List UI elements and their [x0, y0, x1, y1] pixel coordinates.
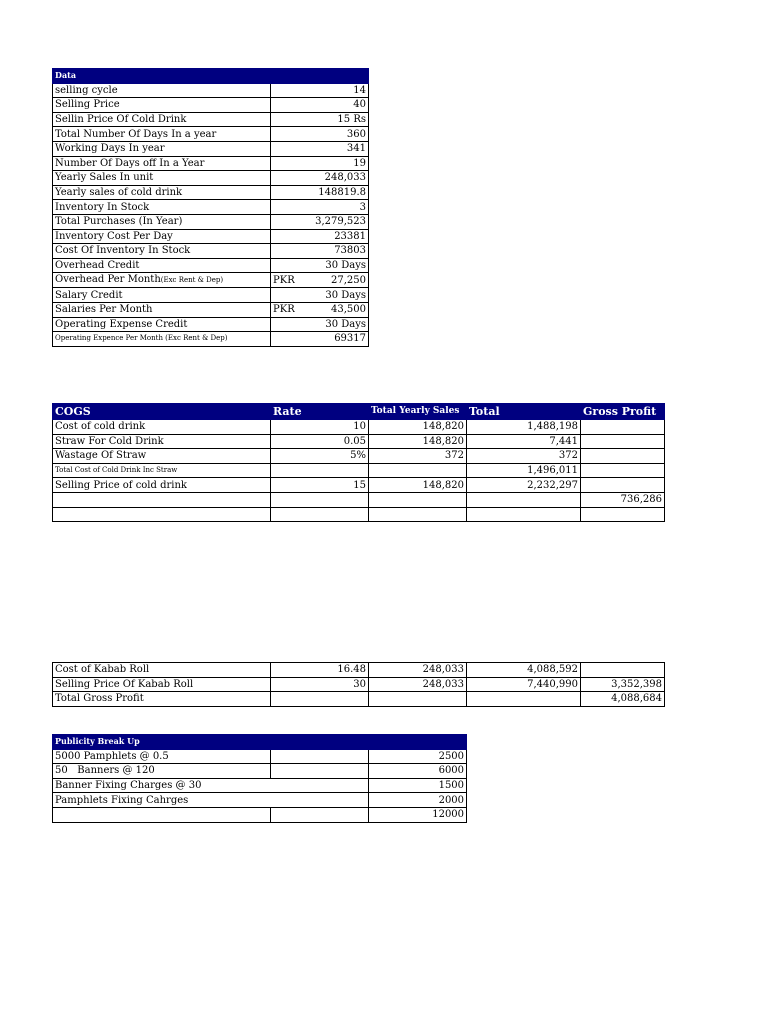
- header-total-yearly-sales: Total Yearly Sales: [369, 404, 467, 420]
- cell-yearly: 148,820: [369, 420, 467, 435]
- cell-rate: 16.48: [271, 663, 369, 678]
- cell-gross: 3,352,398: [581, 677, 665, 692]
- cell-rate: 30: [271, 677, 369, 692]
- cell-total: [467, 692, 581, 707]
- cell-total: 372: [467, 449, 581, 464]
- row-value: 73803: [271, 244, 369, 259]
- table-row: [53, 478, 665, 493]
- cell-rate: 10: [271, 420, 369, 435]
- row-label: Operating Expence Per Month (Exc Rent & Dep): [53, 332, 271, 347]
- table-row: [53, 807, 467, 822]
- publicity-table: [52, 734, 467, 823]
- cell-label: Selling Price Of Kabab Roll: [53, 677, 271, 692]
- cell-yearly: 248,033: [369, 663, 467, 678]
- cell-empty: [271, 749, 369, 764]
- cell-value: 6000: [369, 764, 467, 779]
- cell-value: 2500: [369, 749, 467, 764]
- row-label: Total Number Of Days In a year: [53, 127, 271, 142]
- row-label: Inventory Cost Per Day: [53, 229, 271, 244]
- row-value: 30 Days: [271, 258, 369, 273]
- table-row: [53, 332, 369, 347]
- table-row: [53, 98, 369, 113]
- cell-yearly: [369, 507, 467, 522]
- row-value: 15 Rs: [271, 112, 369, 127]
- row-value: 69317: [271, 332, 369, 347]
- cell-label: [53, 492, 271, 507]
- table-row: [53, 185, 369, 200]
- cogs-table: [52, 403, 665, 522]
- cell-label: Selling Price of cold drink: [53, 478, 271, 493]
- row-value: 23381: [271, 229, 369, 244]
- row-value: 341: [271, 141, 369, 156]
- currency-prefix: PKR: [273, 274, 295, 286]
- cell-total: 1,488,198: [467, 420, 581, 435]
- cell-yearly: 248,033: [369, 677, 467, 692]
- table-row: [53, 244, 369, 259]
- cell-label: Cost of Kabab Roll: [53, 663, 271, 678]
- table-row: [53, 83, 369, 98]
- row-label: Yearly Sales In unit: [53, 171, 271, 186]
- table-row: [53, 677, 665, 692]
- row-label: Total Purchases (In Year): [53, 214, 271, 229]
- cell-total: [467, 507, 581, 522]
- currency-prefix: PKR: [273, 304, 295, 316]
- row-label: Inventory In Stock: [53, 200, 271, 215]
- cell-value: 12000: [369, 807, 467, 822]
- header-rate: Rate: [271, 404, 369, 420]
- cell-gross: 736,286: [581, 492, 665, 507]
- cell-total: 7,440,990: [467, 677, 581, 692]
- data-table: [52, 68, 369, 347]
- table-row: [53, 127, 369, 142]
- row-value: 30 Days: [271, 317, 369, 332]
- table-row: [53, 317, 369, 332]
- table-row: [53, 793, 467, 808]
- table-row: [53, 692, 665, 707]
- cell-rate: [271, 692, 369, 707]
- row-label: Sellin Price Of Cold Drink: [53, 112, 271, 127]
- row-value-number: 43,500: [331, 304, 366, 316]
- row-label: Yearly sales of cold drink: [53, 185, 271, 200]
- row-label: Number Of Days off In a Year: [53, 156, 271, 171]
- table-row: [53, 749, 467, 764]
- cell-gross: [581, 463, 665, 478]
- cell-rate: 0.05: [271, 434, 369, 449]
- cell-gross: [581, 478, 665, 493]
- table-row: [53, 273, 369, 288]
- publicity-title: Publicity Break Up: [53, 735, 467, 750]
- row-label: Overhead Credit: [53, 258, 271, 273]
- cell-rate: [271, 492, 369, 507]
- row-label-main: Overhead Per Month: [55, 274, 161, 286]
- table-row: [53, 764, 467, 779]
- cell-label: Cost of cold drink: [53, 420, 271, 435]
- cell-rate: [271, 463, 369, 478]
- cell-yearly: 148,820: [369, 434, 467, 449]
- row-label: Operating Expense Credit: [53, 317, 271, 332]
- row-value: 3: [271, 200, 369, 215]
- row-label: [53, 273, 271, 288]
- row-value: 40: [271, 98, 369, 113]
- table-row: [53, 507, 665, 522]
- cell-gross: [581, 507, 665, 522]
- cell-label: 50 Banners @ 120: [53, 764, 271, 779]
- row-label: Salary Credit: [53, 288, 271, 303]
- cell-value: 1500: [369, 778, 467, 793]
- table-row: [53, 434, 665, 449]
- header-cogs: COGS: [53, 404, 271, 420]
- cell-total: 7,441: [467, 434, 581, 449]
- cell-label: 5000 Pamphlets @ 0.5: [53, 749, 271, 764]
- table-row: [53, 302, 369, 317]
- cell-gross: [581, 449, 665, 464]
- row-label: Cost Of Inventory In Stock: [53, 244, 271, 259]
- table-row: [53, 463, 665, 478]
- cell-rate: 15: [271, 478, 369, 493]
- row-label: Working Days In year: [53, 141, 271, 156]
- cell-empty: [271, 807, 369, 822]
- cell-label: [53, 807, 271, 822]
- cell-gross: 4,088,684: [581, 692, 665, 707]
- cell-yearly: 372: [369, 449, 467, 464]
- table-row: [53, 214, 369, 229]
- row-value: 248,033: [271, 171, 369, 186]
- row-value: 30 Days: [271, 288, 369, 303]
- cell-label: Banner Fixing Charges @ 30: [53, 778, 369, 793]
- cell-rate: [271, 507, 369, 522]
- table-row: [53, 229, 369, 244]
- table-row: [53, 492, 665, 507]
- cell-total: 1,496,011: [467, 463, 581, 478]
- table-row: [53, 420, 665, 435]
- header-gross-profit: Gross Profit: [581, 404, 665, 420]
- table-row: [53, 200, 369, 215]
- cell-rate: 5%: [271, 449, 369, 464]
- cell-label: Wastage Of Straw: [53, 449, 271, 464]
- row-value-number: 27,250: [331, 274, 366, 286]
- row-value: [271, 302, 369, 317]
- cell-gross: [581, 420, 665, 435]
- row-value: 3,279,523: [271, 214, 369, 229]
- table-row: [53, 663, 665, 678]
- row-label: Selling Price: [53, 98, 271, 113]
- table-row: [53, 288, 369, 303]
- cell-label: [53, 507, 271, 522]
- header-total: Total: [467, 404, 581, 420]
- row-label-suffix: (Exc Rent & Dep): [160, 276, 224, 285]
- cogs-header-row: [53, 404, 665, 420]
- table-row: [53, 449, 665, 464]
- data-table-header-row: [53, 69, 369, 84]
- table-row: [53, 258, 369, 273]
- cell-yearly: 148,820: [369, 478, 467, 493]
- row-value: 148819.8: [271, 185, 369, 200]
- cell-value: 2000: [369, 793, 467, 808]
- table-row: [53, 112, 369, 127]
- table-row: [53, 141, 369, 156]
- cell-yearly: [369, 692, 467, 707]
- kabab-roll-table: [52, 662, 665, 707]
- cell-label: Pamphlets Fixing Cahrges: [53, 793, 369, 808]
- row-label: Salaries Per Month: [53, 302, 271, 317]
- table-row: [53, 156, 369, 171]
- row-value: 360: [271, 127, 369, 142]
- row-value: 19: [271, 156, 369, 171]
- publicity-header-row: [53, 735, 467, 750]
- cell-total: 4,088,592: [467, 663, 581, 678]
- data-table-title: Data: [53, 69, 369, 84]
- cell-label: Straw For Cold Drink: [53, 434, 271, 449]
- cell-gross: [581, 434, 665, 449]
- cell-gross: [581, 663, 665, 678]
- row-value: 14: [271, 83, 369, 98]
- row-value: [271, 273, 369, 288]
- table-row: [53, 778, 467, 793]
- cell-yearly: [369, 463, 467, 478]
- cell-label: Total Cost of Cold Drink Inc Straw: [53, 463, 271, 478]
- cell-empty: [271, 764, 369, 779]
- cell-label: Total Gross Profit: [53, 692, 271, 707]
- table-row: [53, 171, 369, 186]
- cell-yearly: [369, 492, 467, 507]
- row-label: selling cycle: [53, 83, 271, 98]
- cell-total: [467, 492, 581, 507]
- cell-total: 2,232,297: [467, 478, 581, 493]
